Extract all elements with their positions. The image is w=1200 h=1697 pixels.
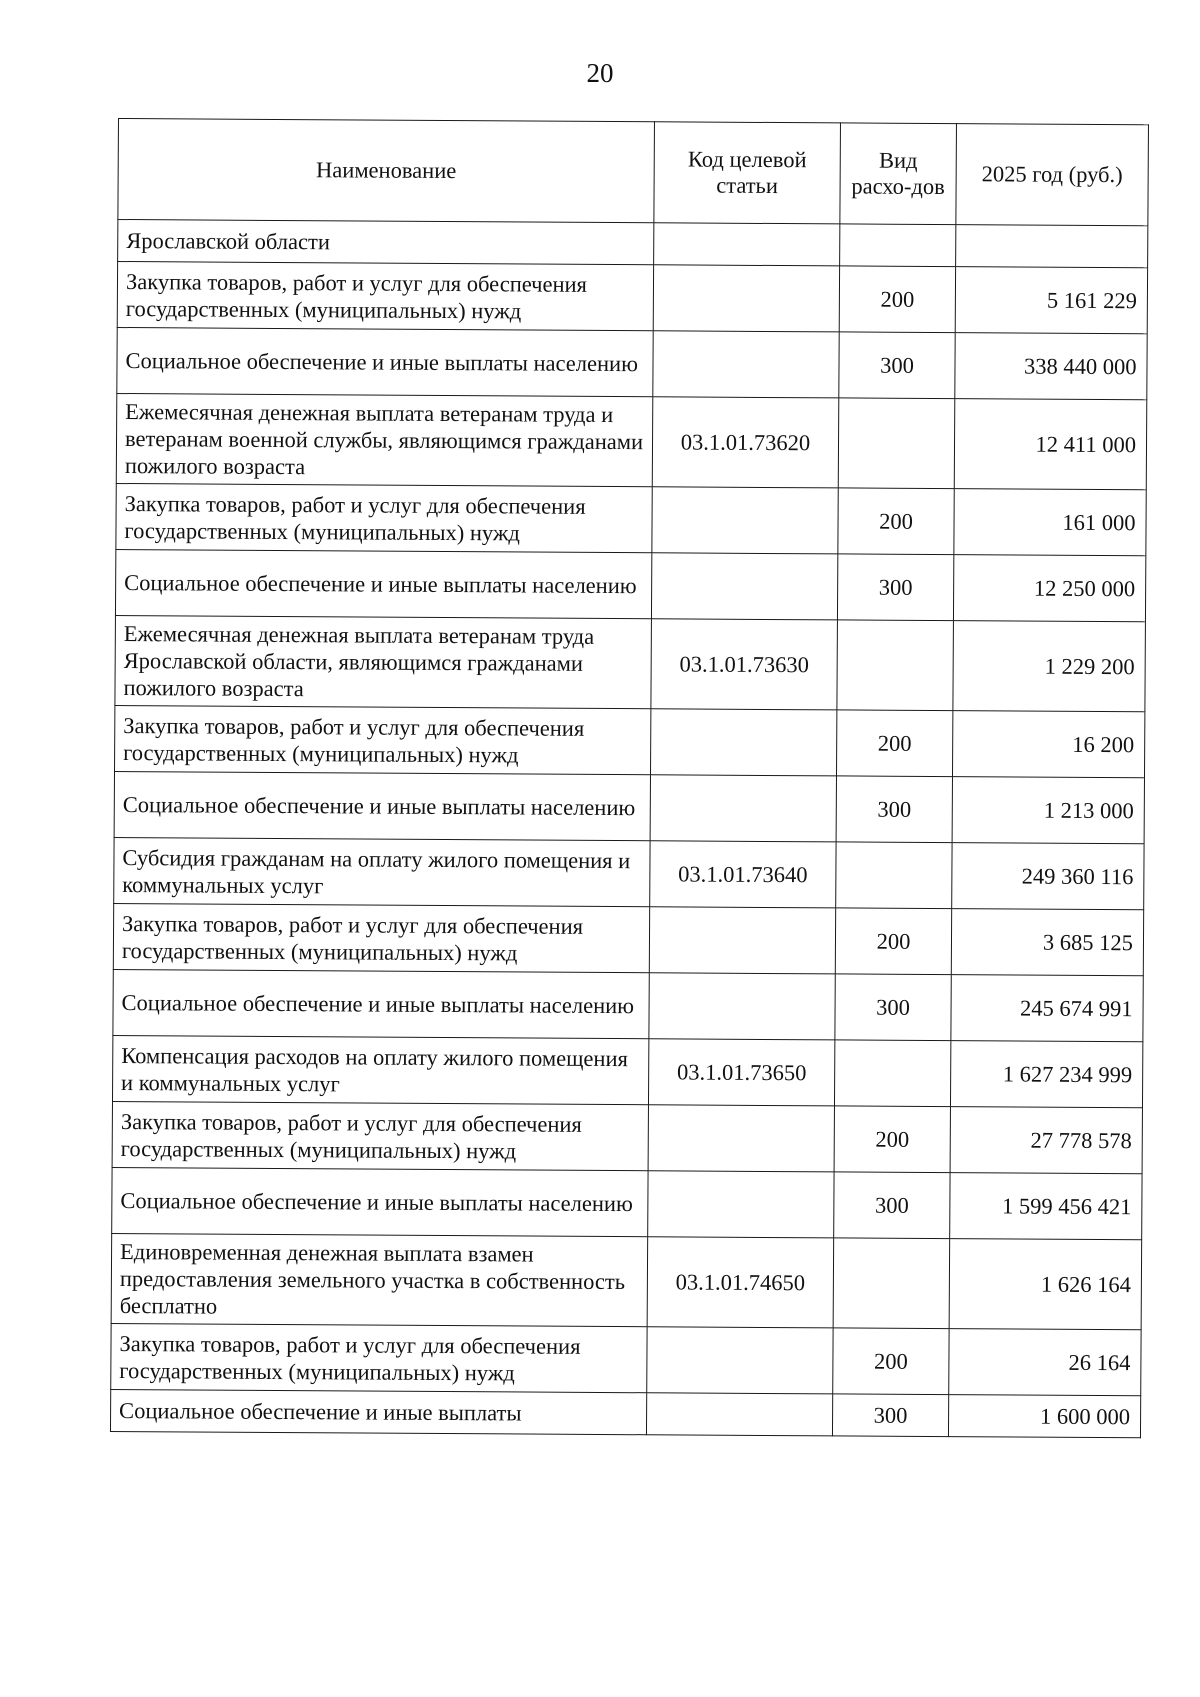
table-body xyxy=(110,220,1147,1438)
table-row xyxy=(115,615,1146,711)
row-code-cell xyxy=(653,265,839,332)
row-type-cell: 300 xyxy=(834,1172,950,1239)
row-type-cell: 200 xyxy=(836,710,952,777)
row-name-cell: Социальное обеспечение и иные выплаты населению xyxy=(114,771,650,840)
row-code-cell: 03.1.01.74650 xyxy=(647,1237,834,1328)
row-type-cell xyxy=(837,620,954,711)
row-type-cell xyxy=(834,1040,950,1107)
row-code-cell xyxy=(646,1393,832,1436)
row-name-cell: Единовременная денежная выплата взамен предоставления земельного участка в собственность бесплатно xyxy=(111,1233,648,1326)
header-code: Код целевой статьи xyxy=(654,122,841,224)
row-type-cell: 200 xyxy=(839,266,955,333)
table-row xyxy=(111,1233,1142,1329)
table-row xyxy=(115,549,1145,621)
row-name-cell: Социальное обеспечение и иные выплаты населению xyxy=(115,549,651,618)
table-row xyxy=(115,705,1145,777)
row-type-cell xyxy=(840,224,956,267)
row-amount-cell: 27 778 578 xyxy=(950,1107,1142,1174)
row-code-cell xyxy=(650,775,836,842)
row-amount-cell: 338 440 000 xyxy=(955,333,1147,400)
table-row xyxy=(112,1035,1142,1107)
row-name-cell: Закупка товаров, работ и услуг для обеспечения государственных (муниципальных) нужд xyxy=(111,1323,647,1392)
row-amount-cell: 1 626 164 xyxy=(949,1239,1142,1330)
row-name-cell: Закупка товаров, работ и услуг для обеспечения государственных (муниципальных) нужд xyxy=(113,903,649,972)
row-code-cell xyxy=(649,973,835,1040)
row-name-cell: Закупка товаров, работ и услуг для обеспечения государственных (муниципальных) нужд xyxy=(116,483,652,552)
row-code-cell xyxy=(647,1327,833,1394)
row-name-cell: Ежемесячная денежная выплата ветеранам труда Ярославской области, являющимся гражданами пожилого возраста xyxy=(115,615,652,708)
table-row xyxy=(117,327,1147,399)
row-name-cell: Компенсация расходов на оплату жилого помещения и коммунальных услуг xyxy=(112,1035,648,1104)
table-row xyxy=(116,393,1147,489)
row-amount-cell: 161 000 xyxy=(954,489,1146,556)
row-amount-cell: 1 627 234 999 xyxy=(950,1041,1142,1108)
row-amount-cell: 5 161 229 xyxy=(955,267,1147,334)
row-amount-cell: 26 164 xyxy=(949,1329,1141,1396)
table-row xyxy=(110,1389,1140,1437)
row-type-cell xyxy=(833,1238,950,1329)
row-type-cell xyxy=(838,398,955,489)
table-row xyxy=(112,1101,1142,1173)
row-amount-cell: 1 600 000 xyxy=(948,1395,1140,1438)
row-name-cell: Социальное обеспечение и иные выплаты xyxy=(110,1389,646,1434)
row-type-cell xyxy=(836,842,952,909)
row-type-cell: 200 xyxy=(834,1106,950,1173)
row-name-cell: Социальное обеспечение и иные выплаты населению xyxy=(112,1167,648,1236)
table-row xyxy=(117,262,1147,334)
header-name: Наименование xyxy=(118,119,655,223)
header-row xyxy=(118,119,1149,226)
row-name-cell: Закупка товаров, работ и услуг для обеспечения государственных (муниципальных) нужд xyxy=(115,705,651,774)
row-code-cell: 03.1.01.73630 xyxy=(651,619,838,710)
row-amount-cell: 1 229 200 xyxy=(953,621,1146,712)
row-name-cell: Ярославской области xyxy=(118,220,654,265)
row-amount-cell: 3 685 125 xyxy=(951,909,1143,976)
row-type-cell: 300 xyxy=(832,1394,948,1437)
row-amount-cell xyxy=(956,225,1148,268)
row-amount-cell: 12 411 000 xyxy=(954,399,1147,490)
table-header xyxy=(118,119,1149,226)
row-amount-cell: 245 674 991 xyxy=(951,975,1143,1042)
row-code-cell: 03.1.01.73640 xyxy=(650,841,836,908)
row-code-cell xyxy=(652,487,838,554)
table-row xyxy=(118,220,1148,268)
table-row xyxy=(114,837,1144,909)
table-row xyxy=(114,771,1144,843)
row-name-cell: Социальное обеспечение и иные выплаты населению xyxy=(113,969,649,1038)
row-code-cell xyxy=(654,223,840,266)
row-code-cell: 03.1.01.73620 xyxy=(652,397,839,488)
row-name-cell: Социальное обеспечение и иные выплаты населению xyxy=(117,327,653,396)
table-row xyxy=(111,1323,1141,1395)
row-type-cell: 200 xyxy=(838,488,954,555)
row-type-cell: 300 xyxy=(837,554,953,621)
row-type-cell: 300 xyxy=(836,776,952,843)
row-code-cell: 03.1.01.73650 xyxy=(648,1039,834,1106)
table-row xyxy=(113,969,1143,1041)
page-number: 20 xyxy=(586,58,614,88)
table-row xyxy=(113,903,1143,975)
row-type-cell: 300 xyxy=(839,332,955,399)
row-code-cell xyxy=(653,331,839,398)
budget-table xyxy=(110,118,1149,1438)
row-type-cell: 200 xyxy=(833,1328,949,1395)
row-amount-cell: 12 250 000 xyxy=(953,555,1145,622)
row-name-cell: Субсидия гражданам на оплату жилого помещения и коммунальных услуг xyxy=(114,837,650,906)
row-amount-cell: 1 213 000 xyxy=(952,777,1144,844)
row-amount-cell: 249 360 116 xyxy=(952,843,1144,910)
header-type: Вид расхо-дов xyxy=(840,123,957,225)
row-name-cell: Ежемесячная денежная выплата ветеранам труда и ветеранам военной службы, являющимся гражданами пожилого возраста xyxy=(116,393,653,486)
header-amount: 2025 год (руб.) xyxy=(956,124,1149,226)
table-row xyxy=(116,483,1146,555)
row-name-cell: Закупка товаров, работ и услуг для обеспечения государственных (муниципальных) нужд xyxy=(112,1101,648,1170)
row-code-cell xyxy=(649,907,835,974)
row-amount-cell: 1 599 456 421 xyxy=(950,1173,1142,1240)
row-type-cell: 200 xyxy=(835,908,951,975)
table-row xyxy=(112,1167,1142,1239)
row-type-cell: 300 xyxy=(835,974,951,1041)
row-code-cell xyxy=(648,1105,834,1172)
row-amount-cell: 16 200 xyxy=(952,711,1144,778)
row-code-cell xyxy=(650,709,836,776)
row-name-cell: Закупка товаров, работ и услуг для обеспечения государственных (муниципальных) нужд xyxy=(117,262,653,331)
row-code-cell xyxy=(651,553,837,620)
row-code-cell xyxy=(648,1171,834,1238)
